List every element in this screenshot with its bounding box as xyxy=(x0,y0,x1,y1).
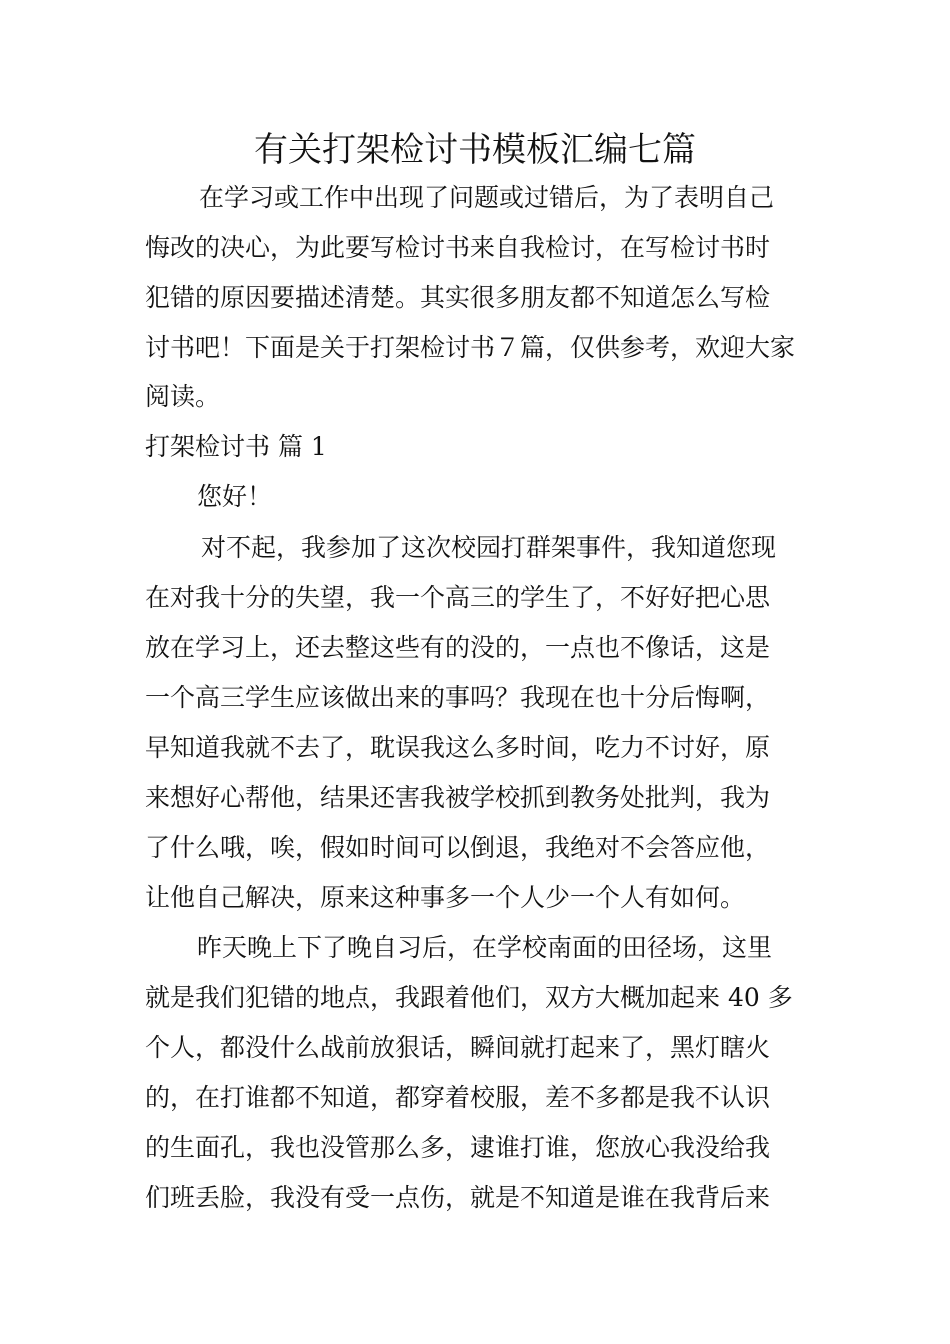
paragraph-line: 早知道我就不去了，耽误我这么多时间，吃力不讨好，原 xyxy=(145,733,771,762)
paragraph-line: 就是我们犯错的地点，我跟着他们，双方大概加起来 40 多 xyxy=(145,983,793,1012)
paragraph-line: 悔改的决心，为此要写检讨书来自我检讨，在写检讨书时 xyxy=(145,233,771,262)
paragraph-line: 昨天晚上下了晚自习后，在学校南面的田径场，这里 xyxy=(197,933,773,962)
paragraph-line: 让他自己解决，原来这种事多一个人少一个人有如何。 xyxy=(145,883,746,912)
paragraph-line: 的生面孔，我也没管那么多，逮谁打谁，您放心我没给我 xyxy=(145,1133,771,1162)
paragraph-line: 个人，都没什么战前放狠话，瞬间就打起来了，黑灯瞎火 xyxy=(145,1033,771,1062)
paragraph-line: 来想好心帮他，结果还害我被学校抓到教务处批判，我为 xyxy=(145,783,771,812)
paragraph-line: 阅读。 xyxy=(145,382,221,411)
section-heading: 打架检讨书 篇 1 xyxy=(145,432,327,461)
paragraph-line: 了什么哦，唉，假如时间可以倒退，我绝对不会答应他， xyxy=(145,833,771,862)
paragraph-line: 对不起，我参加了这次校园打群架事件，我知道您现 xyxy=(201,533,777,562)
greeting-line: 您好！ xyxy=(197,482,273,511)
document-title: 有关打架检讨书模板汇编七篇 xyxy=(254,130,696,170)
paragraph-line: 在学习或工作中出现了问题或过错后，为了表明自己 xyxy=(199,183,775,212)
paragraph-line: 一个高三学生应该做出来的事吗？我现在也十分后悔啊， xyxy=(145,683,771,712)
paragraph-line: 讨书吧！下面是关于打架检讨书７篇，仅供参考，欢迎大家 xyxy=(145,333,796,362)
paragraph-line: 放在学习上，还去整这些有的没的，一点也不像话，这是 xyxy=(145,633,771,662)
paragraph-line: 犯错的原因要描述清楚。其实很多朋友都不知道怎么写检 xyxy=(145,283,771,312)
paragraph-line: 们班丢脸，我没有受一点伤，就是不知道是谁在我背后来 xyxy=(145,1183,771,1212)
paragraph-line: 的，在打谁都不知道，都穿着校服，差不多都是我不认识 xyxy=(145,1083,771,1112)
paragraph-line: 在对我十分的失望，我一个高三的学生了，不好好把心思 xyxy=(145,583,771,612)
